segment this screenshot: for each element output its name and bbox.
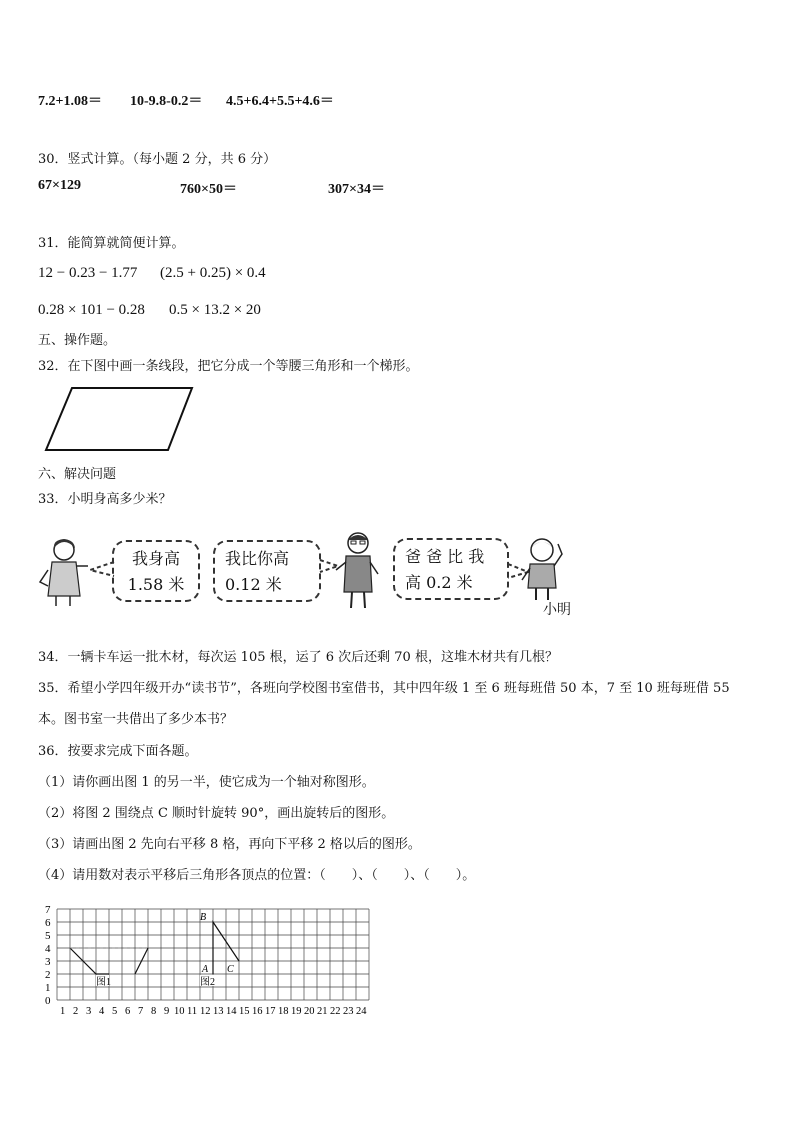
q30-expr1: 67×129 [38,178,81,193]
vertex-C-label: C [227,964,234,975]
q36-part3: （3）请画出图 2 先向右平移 8 格，再向下平移 2 格以后的图形。 [38,837,421,852]
y-tick-label: 7 [45,904,51,916]
q31-expr4: 0.5 × 13.2 × 20 [169,302,261,318]
x-tick-label: 15 [239,1006,250,1017]
bubble3-line2: 高 0.2 米 [405,573,473,592]
q30-expressions [38,178,385,197]
xiaoming-label: 小明 [543,602,571,618]
speech-bubble-2 [213,540,321,602]
y-axis-labels [45,904,51,1007]
x-tick-label: 10 [174,1006,185,1017]
q36-title: 36．按要求完成下面各题。 [38,744,198,759]
x-tick-label: 24 [356,1006,367,1017]
parallelogram-shape [46,388,192,450]
q30-title: 30．竖式计算。（每小题 2 分，共 6 分） [38,152,277,167]
x-tick-label: 3 [86,1006,92,1017]
parallelogram-figure [40,384,200,454]
x-tick-label: 9 [164,1006,170,1017]
bubble1-line2: 1.58 米 [127,575,185,594]
row1-expr2: 10-9.8-0.2＝ [130,94,203,109]
q30-expr2: 760×50＝ [180,182,237,197]
x-tick-label: 8 [151,1006,157,1017]
y-tick-label: 5 [45,930,51,942]
section-6-heading: 六、解决问题 [38,467,117,482]
vertex-B-label: B [200,912,207,923]
speech-bubble-3 [393,538,509,600]
section-5-heading: 五、操作题。 [38,333,117,348]
q36-part4: （4）请用数对表示平移后三角形各顶点的位置：（ ）、（ ）、（ ）。 [38,868,476,883]
x-tick-label: 13 [213,1006,224,1017]
y-tick-label: 6 [45,917,51,929]
q35-line1: 35．希望小学四年级开办“读书节”，各班向学校图书室借书，其中四年级 1 至 6 班每班借 50 本，7 至 10 班每班借 55 [38,681,730,696]
q31-expr2: (2.5 + 0.25) × 0.4 [160,265,266,281]
x-tick-label: 19 [291,1006,302,1017]
q34-text: 34．一辆卡车运一批木材，每次运 105 根，运了 6 次后还剩 70 根，这堆木材共有几根？ [38,650,558,665]
speech-bubble-1 [112,540,200,602]
figure-2-label: 图2 [200,977,215,988]
x-tick-label: 16 [252,1006,263,1017]
y-tick-label: 1 [45,982,51,994]
q36-part2: （2）将图 2 围绕点 C 顺时针旋转 90°，画出旋转后的图形。 [38,806,395,821]
x-axis-labels [60,1006,367,1017]
q31-expr1: 12 − 0.23 − 1.77 [38,265,138,281]
x-tick-label: 21 [317,1006,328,1017]
q31-expr3: 0.28 × 101 − 0.28 [38,302,145,318]
x-tick-label: 4 [99,1006,105,1017]
x-tick-label: 7 [138,1006,144,1017]
q30-expr3: 307×34＝ [328,182,385,197]
x-tick-label: 20 [304,1006,315,1017]
x-tick-label: 1 [60,1006,66,1017]
q33-title: 33．小明身高多少米？ [38,492,172,507]
x-tick-label: 6 [125,1006,131,1017]
bubble1-line1: 我身高 [131,549,180,568]
coordinate-grid [36,900,386,1018]
figure-1-label: 图1 [96,977,111,988]
row1-expr1: 7.2+1.08＝ [38,94,102,109]
father-figure [334,530,384,610]
x-tick-label: 5 [112,1006,118,1017]
y-tick-label: 2 [45,969,51,981]
bubble2-line2: 0.12 米 [225,575,282,594]
q31-row2 [38,302,261,319]
row1-expressions [38,90,334,110]
x-tick-label: 23 [343,1006,354,1017]
q31-title: 31．能简算就简便计算。 [38,236,185,251]
x-tick-label: 2 [73,1006,79,1017]
q31-row1 [38,265,266,282]
x-tick-label: 14 [226,1006,237,1017]
row1-expr3: 4.5+6.4+5.5+4.6＝ [226,94,334,109]
xiaoming-figure [518,536,568,602]
bubble2-line1: 我比你高 [225,549,290,568]
q32-title: 32．在下图中画一条线段，把它分成一个等腰三角形和一个梯形。 [38,359,419,374]
y-tick-label: 4 [45,943,51,955]
y-tick-label: 3 [45,956,51,968]
x-tick-label: 17 [265,1006,276,1017]
x-tick-label: 18 [278,1006,289,1017]
y-tick-label: 0 [45,995,51,1007]
x-tick-label: 12 [200,1006,211,1017]
q36-part1: （1）请你画出图 1 的另一半，使它成为一个轴对称图形。 [38,775,375,790]
vertex-A-label: A [202,964,209,975]
q35-line2: 本。图书室一共借出了多少本书？ [38,712,234,727]
x-tick-label: 11 [187,1006,198,1017]
bubble3-line1: 爸 爸 比 我 [405,547,485,566]
x-tick-label: 22 [330,1006,341,1017]
